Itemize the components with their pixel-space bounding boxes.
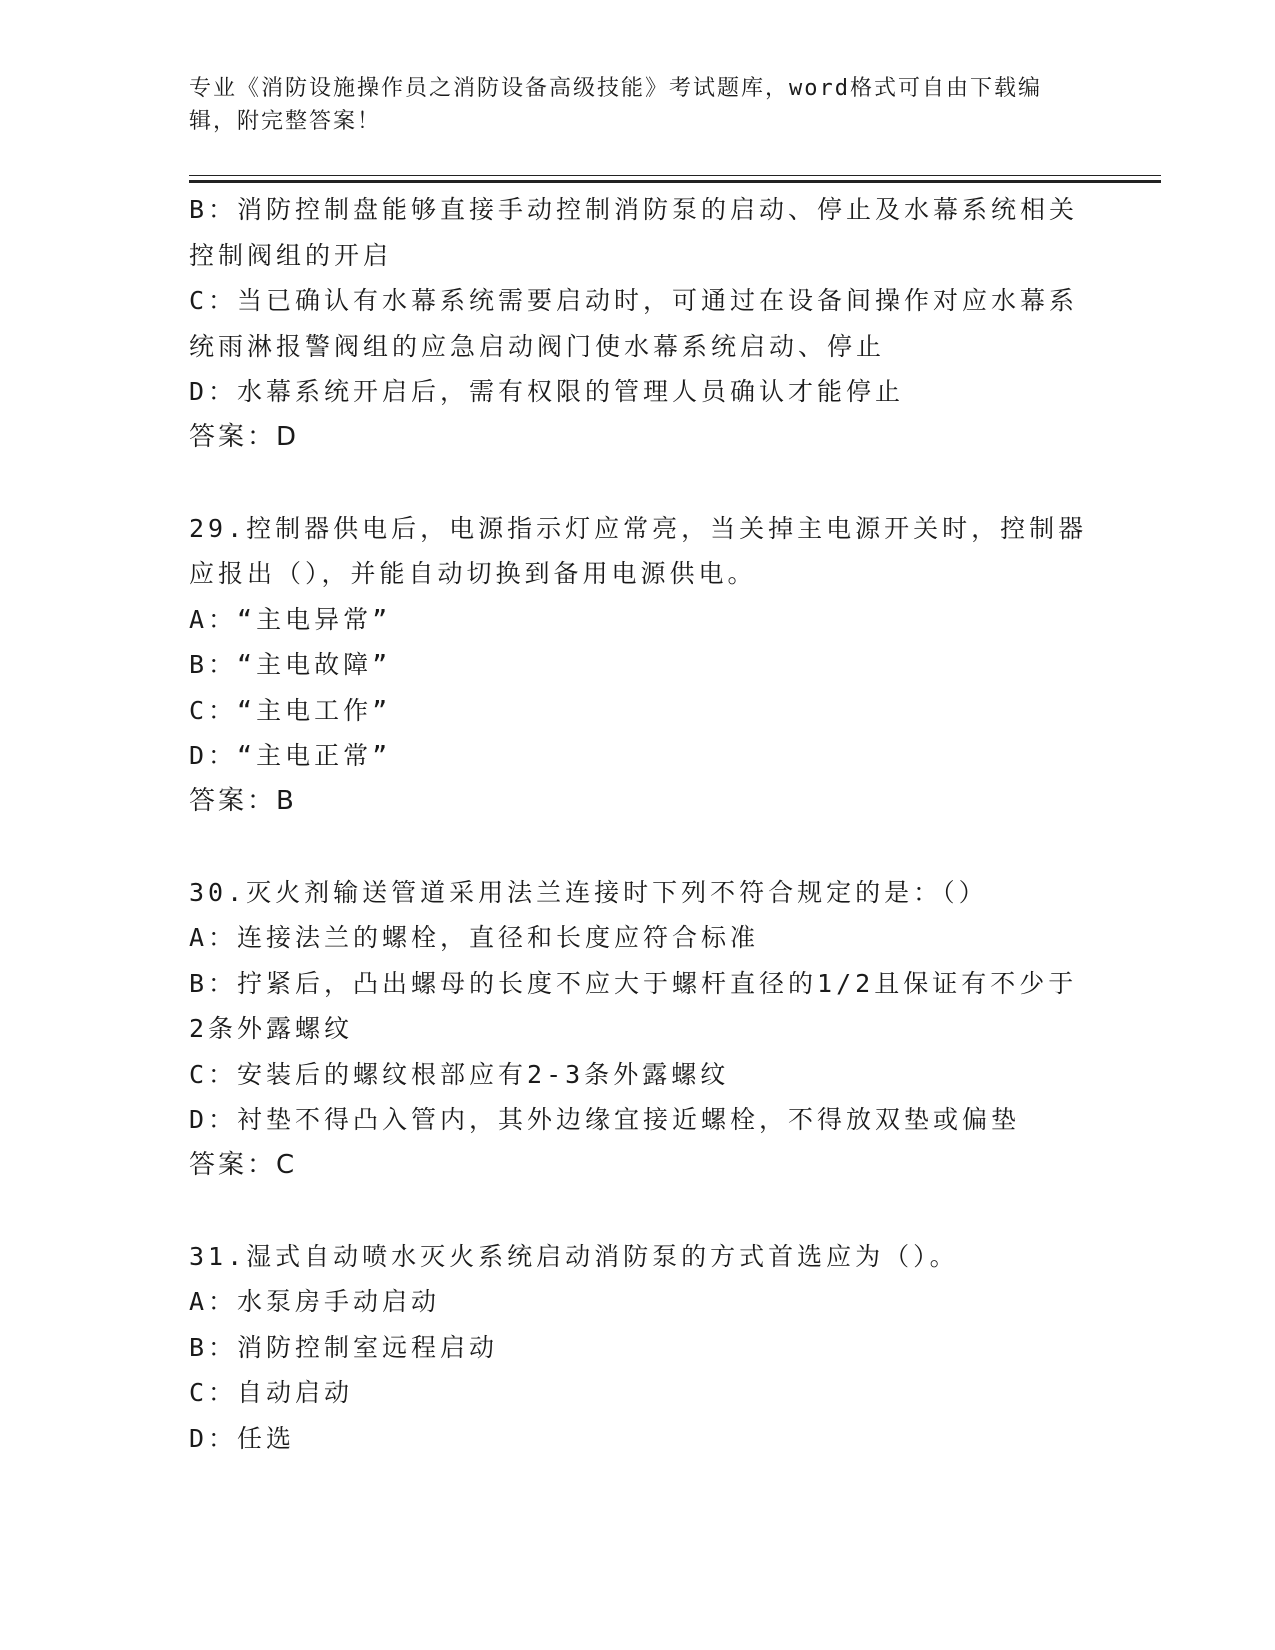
spacer (189, 460, 1089, 506)
option-d: D：衬垫不得凸入管内，其外边缘宜接近螺栓，不得放双垫或偏垫 (189, 1105, 1021, 1134)
option-b: B：消防控制室远程启动 (189, 1332, 499, 1362)
question-30 (189, 870, 1089, 1189)
header-line-1: 专业《消防设施操作员之消防设备高级技能》考试题库，word格式可自由下载编 (189, 76, 1042, 101)
document-body (189, 187, 1089, 1461)
option-b-line-2: 2条外露螺纹 (189, 1014, 354, 1043)
option-b-line-2: 控制阀组的开启 (189, 240, 393, 270)
option-c-line-1: C：当已确认有水幕系统需要启动时，可通过在设备间操作对应水幕系 (189, 286, 1079, 315)
spacer (189, 824, 1089, 870)
header-divider-thick (189, 180, 1161, 183)
option-a: A：连接法兰的螺栓，直径和长度应符合标准 (189, 923, 760, 952)
question-stem-line-1: 29.控制器供电后，电源指示灯应常亮，当关掉主电源开关时，控制器 (189, 513, 1088, 543)
option-c: C：自动启动 (189, 1378, 354, 1407)
header-line-2: 辑，附完整答案！ (189, 109, 382, 134)
question-stem: 30.灭火剂输送管道采用法兰连接时下列不符合规定的是：（） (189, 877, 988, 907)
option-a: A：水泵房手动启动 (189, 1287, 441, 1316)
option-d: D：“主电正常” (189, 741, 392, 770)
option-d: D：任选 (189, 1423, 296, 1453)
question-fragment (189, 187, 1089, 460)
question-stem: 31.湿式自动喷水灭火系统启动消防泵的方式首选应为（）。 (189, 1241, 959, 1271)
answer-label: 答案：D (189, 421, 300, 452)
question-stem-line-2: 应报出（），并能自动切换到备用电源供电。 (189, 559, 757, 588)
header-divider-thin (189, 175, 1161, 176)
question-29 (189, 506, 1089, 825)
document-header (189, 72, 1089, 138)
option-c-line-2: 统雨淋报警阀组的应急启动阀门使水幕系统启动、停止 (189, 331, 886, 361)
option-b-line-1: B：拧紧后，凸出螺母的长度不应大于螺杆直径的1/2且保证有不少于 (189, 968, 1078, 998)
option-c: C：“主电工作” (189, 695, 392, 725)
option-b: B：“主电故障” (189, 650, 392, 679)
option-d: D：水幕系统开启后，需有权限的管理人员确认才能停止 (189, 377, 905, 406)
option-a: A：“主电异常” (189, 604, 392, 634)
answer-label: 答案：C (189, 1149, 298, 1180)
spacer (189, 1188, 1089, 1234)
question-31 (189, 1234, 1089, 1462)
option-b-line-1: B：消防控制盘能够直接手动控制消防泵的启动、停止及水幕系统相关 (189, 195, 1079, 224)
option-c: C：安装后的螺纹根部应有2-3条外露螺纹 (189, 1059, 730, 1089)
answer-label: 答案：B (189, 785, 297, 816)
